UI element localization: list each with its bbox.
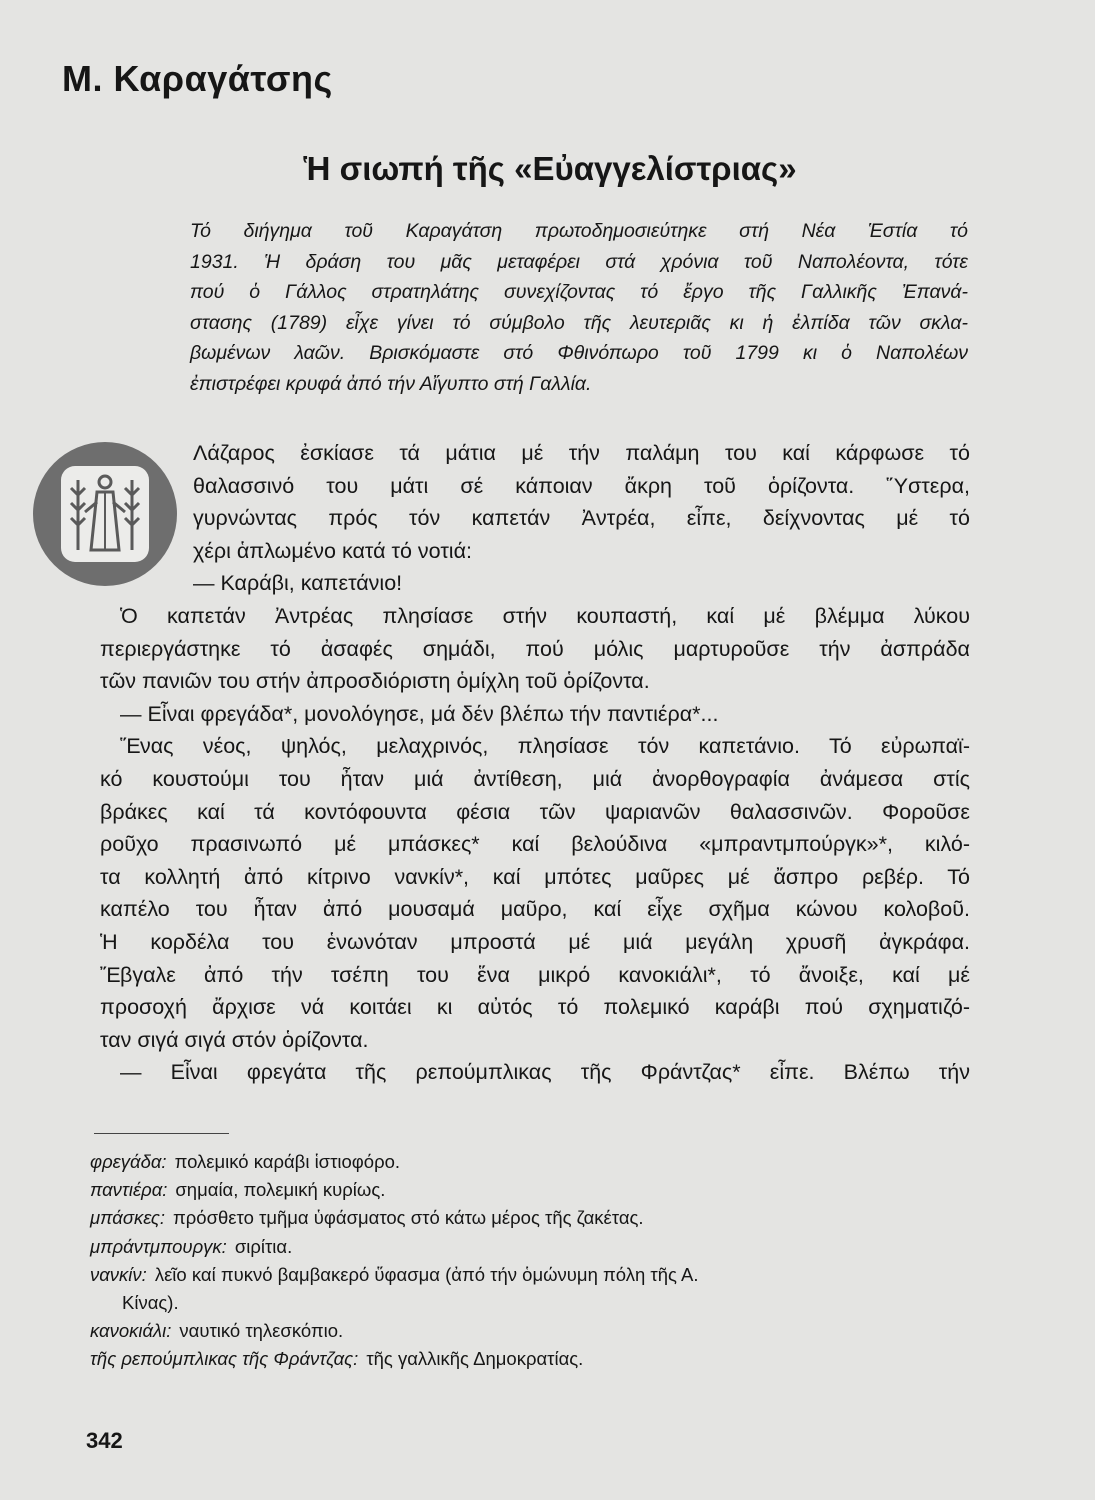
body-line: Ἕνας νέος, ψηλός, μελαχρινός, πλησίασε τόν καπετάνιο. Τό εὐρωπαϊ- (120, 734, 970, 759)
body-line: Ἡ κορδέλα του ἑνωνόταν μπροστά μέ μιά μεγάλη χρυσῆ ἀγκράφα. (100, 929, 970, 954)
body-line: — Εἶναι φρεγάδα*, μονολόγησε, μά δέν βλέπω τήν παντιέρα*... (120, 701, 719, 726)
body-line: προσοχή ἄρχισε νά κοιτάει κι αὐτός τό πολεμικό καράβι πού σχηματιζό- (100, 995, 970, 1020)
intro-line: Τό διήγημα τοῦ Καραγάτση πρωτοδημοσιεύτηκε στή Νέα Ἑστία τό (190, 220, 968, 242)
body-line: — Εἶναι φρεγάτα τῆς ρεπούμπλικας τῆς Φράντζας* εἶπε. Βλέπω τήν (120, 1060, 970, 1085)
intro-line: 1931. Ἡ δράση του μᾶς μεταφέρει στά χρόνια τοῦ Ναπολέοντα, τότε (190, 250, 968, 273)
footnote-text: σιρίτια. (234, 1235, 293, 1257)
footnote (90, 1289, 990, 1317)
body-line: καπέλο του ἦταν ἀπό μουσαμά μαῦρο, καί εἶχε σχῆμα κώνου κολοβοῦ. (100, 897, 970, 922)
footnote-divider (94, 1133, 229, 1134)
body-line: γυρνώντας πρός τόν καπετάν Ἀντρέα, εἶπε, δείχνοντας μέ τό (193, 506, 970, 531)
body-line: χέρι ἁπλωμένο κατά τό νοτιά: (193, 538, 472, 563)
story-body (100, 437, 970, 1089)
body-line: ροῦχο πρασινωπό μέ μπάσκες* καί βελούδινα «μπραντμπούργκ»*, κιλό- (100, 832, 970, 857)
intro-line: στασης (1789) εἶχε γίνει τό σύμβολο τῆς λευτεριᾶς κι ἡ ἐλπίδα τῶν σκλα- (190, 311, 968, 334)
body-line: Λάζαρος ἐσκίασε τά μάτια μέ τήν παλάμη του καί κάρφωσε τό (193, 441, 970, 465)
body-line: ταν σιγά σιγά στόν ὁρίζοντα. (100, 1027, 369, 1052)
footnote (90, 1345, 990, 1373)
footnote (90, 1148, 990, 1176)
footnote-term: φρεγάδα: (90, 1151, 167, 1172)
body-line: Ὁ καπετάν Ἀντρέας πλησίασε στήν κουπαστή, καί μέ βλέμμα λύκου (120, 603, 970, 628)
body-line: θαλασσινό του μάτι σέ κάποιαν ἄκρη τοῦ ὁρίζοντα. Ὕστερα, (193, 473, 970, 498)
story-title: Ἡ σιωπή τῆς «Εὐαγγελίστριας» (303, 150, 797, 187)
footnote-text: ναυτικό τηλεσκόπιο. (179, 1320, 344, 1342)
intro-line: πού ὁ Γάλλος στρατηλάτης συνεχίζοντας τό ἔργο τῆς Γαλλικῆς Ἐπανά- (190, 281, 968, 303)
footnote-text: τῆς γαλλικῆς Δημοκρατίας. (366, 1348, 584, 1370)
intro-paragraph (190, 216, 968, 399)
footnote-term: μπράντμπουργκ: (90, 1235, 227, 1257)
body-line: — Καράβι, καπετάνιο! (193, 571, 403, 596)
body-line: Ἔβγαλε ἀπό τήν τσέπη του ἕνα μικρό κανοκιάλι*, τό ἄνοιξε, καί μέ (100, 962, 970, 987)
footnote (90, 1317, 990, 1345)
intro-line: ἐπιστρέφει κρυφά ἀπό τήν Αἴγυπτο στή Γαλλία. (190, 372, 592, 395)
footnote-text: πρόσθετο τμῆμα ὑφάσματος στό κάτω μέρος τῆς ζακέτας. (173, 1207, 644, 1229)
author-name: Μ. Καραγάτσης (62, 58, 333, 99)
intro-line: βωμένων λαῶν. Βρισκόμαστε στό Φθινόπωρο τοῦ 1799 κι ὁ Ναπολέων (190, 342, 968, 364)
footnote-term: παντιέρα: (90, 1179, 168, 1201)
footnote-term: κανοκιάλι: (90, 1320, 172, 1342)
footnote (90, 1233, 990, 1261)
body-line: περιεργάστηκε τό ἀσαφές σημάδι, πού μόλις μαρτυροῦσε τήν ἀσπράδα (100, 636, 970, 661)
footnotes (90, 1148, 990, 1374)
footnote (90, 1176, 990, 1204)
footnote-term: νανκίν: (90, 1263, 147, 1285)
footnote-text: σημαία, πολεμική κυρίως. (175, 1179, 386, 1201)
body-line: βράκες καί τά κοντόφουντα φέσια τῶν ψαριανῶν θαλασσινῶν. Φοροῦσε (100, 799, 970, 824)
page-number: 342 (86, 1428, 123, 1453)
footnote (90, 1204, 990, 1232)
body-line: κό κουστούμι του ἦταν μιά ἀντίθεση, μιά ἀνορθογραφία ἀνάμεσα στίς (100, 766, 970, 791)
footnote (90, 1261, 990, 1289)
footnote-text: Κίνας). (122, 1292, 179, 1314)
footnote-term: μπάσκες: (90, 1207, 165, 1229)
body-line: τα κολλητή ἀπό κίτρινο νανκίν*, καί μπότες μαῦρες μέ ἄσπρο ρεβέρ. Τό (100, 864, 970, 889)
footnote-text: πολεμικό καράβι ἱστιοφόρο. (174, 1151, 401, 1172)
footnote-term: τῆς ρεπούμπλικας τῆς Φράντζας: (90, 1348, 359, 1370)
footnote-text: λεῖο καί πυκνό βαμβακερό ὕφασμα (ἀπό τήν ὁμώνυμη πόλη τῆς Α. (154, 1263, 699, 1285)
body-line: τῶν πανιῶν του στήν ἀπροσδιόριστη ὁμίχλη τοῦ ὁρίζοντα. (100, 669, 650, 694)
